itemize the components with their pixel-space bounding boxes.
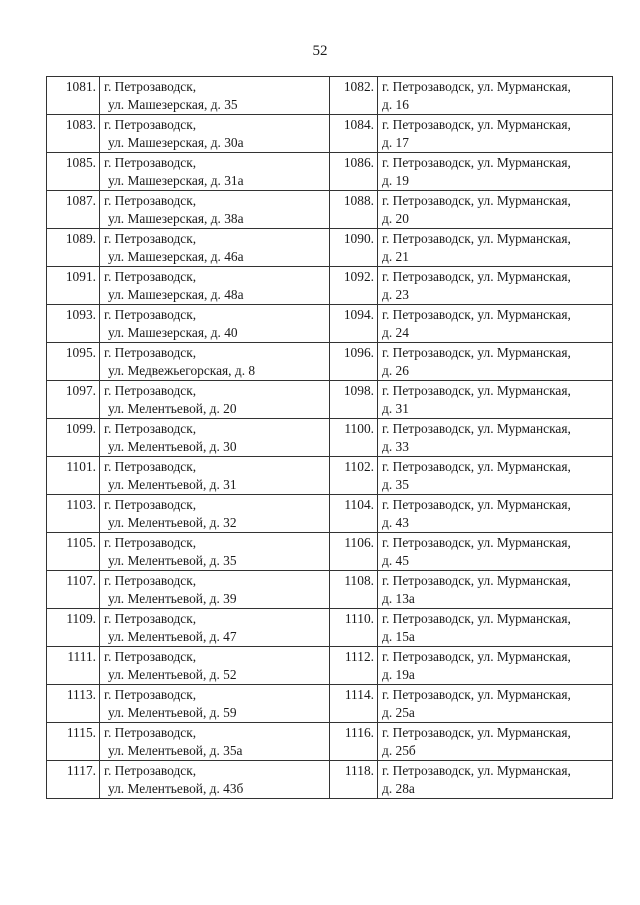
entry-address [100,191,330,229]
address-line-1: г. Петрозаводск, [104,573,197,588]
address-line-2: ул. Машезерская, д. 30а [108,134,244,150]
table-row [47,761,613,799]
entry-number: 1094. [330,305,378,343]
address-line-1: г. Петрозаводск, ул. Мурманская, [382,79,571,94]
entry-address [100,343,330,381]
entry-address [100,267,330,305]
entry-address [378,77,613,115]
entry-address [100,77,330,115]
entry-address [100,647,330,685]
entry-address [100,305,330,343]
address-line-1: г. Петрозаводск, [104,763,197,778]
address-line-2: д. 35 [382,476,409,492]
entry-number: 1116. [330,723,378,761]
address-line-1: г. Петрозаводск, [104,383,197,398]
address-line-2: д. 24 [382,324,409,340]
address-line-2: д. 13а [382,590,415,606]
address-line-1: г. Петрозаводск, ул. Мурманская, [382,725,571,740]
address-line-2: ул. Мелентьевой, д. 43б [108,780,244,796]
entry-address [378,533,613,571]
address-line-1: г. Петрозаводск, ул. Мурманская, [382,155,571,170]
address-line-1: г. Петрозаводск, ул. Мурманская, [382,687,571,702]
address-line-1: г. Петрозаводск, ул. Мурманская, [382,763,571,778]
table-row [47,191,613,229]
table-row [47,685,613,723]
table-row [47,495,613,533]
address-line-2: д. 19 [382,172,409,188]
address-line-1: г. Петрозаводск, ул. Мурманская, [382,421,571,436]
entry-address [378,343,613,381]
address-line-1: г. Петрозаводск, [104,459,197,474]
entry-number: 1093. [47,305,100,343]
address-line-1: г. Петрозаводск, [104,155,197,170]
address-line-1: г. Петрозаводск, ул. Мурманская, [382,611,571,626]
table-row [47,457,613,495]
entry-number: 1113. [47,685,100,723]
entry-address [100,609,330,647]
address-line-2: д. 33 [382,438,409,454]
address-line-2: ул. Машезерская, д. 46а [108,248,244,264]
address-line-2: д. 23 [382,286,409,302]
entry-address [378,495,613,533]
entry-number: 1089. [47,229,100,267]
address-line-1: г. Петрозаводск, ул. Мурманская, [382,345,571,360]
entry-number: 1095. [47,343,100,381]
entry-address [378,761,613,799]
table-row [47,609,613,647]
table-row [47,267,613,305]
entry-address [378,457,613,495]
address-line-2: д. 28а [382,780,415,796]
address-line-2: ул. Мелентьевой, д. 59 [108,704,237,720]
entry-address [100,229,330,267]
address-line-1: г. Петрозаводск, [104,345,197,360]
entry-number: 1105. [47,533,100,571]
address-line-2: ул. Мелентьевой, д. 35 [108,552,237,568]
entry-address [378,267,613,305]
entry-address [378,381,613,419]
table-row [47,343,613,381]
address-line-2: ул. Машезерская, д. 38а [108,210,244,226]
entry-number: 1115. [47,723,100,761]
entry-address [100,533,330,571]
table-row [47,381,613,419]
entry-address [378,647,613,685]
address-line-1: г. Петрозаводск, ул. Мурманская, [382,383,571,398]
entry-address [378,229,613,267]
address-line-1: г. Петрозаводск, ул. Мурманская, [382,269,571,284]
entry-number: 1110. [330,609,378,647]
address-line-2: д. 25а [382,704,415,720]
entry-address [378,191,613,229]
entry-address [100,457,330,495]
page-number: 52 [312,43,328,59]
entry-address [100,685,330,723]
address-line-1: г. Петрозаводск, [104,535,197,550]
address-line-2: д. 45 [382,552,409,568]
entry-address [100,723,330,761]
entry-number: 1085. [47,153,100,191]
entry-number: 1117. [47,761,100,799]
address-line-1: г. Петрозаводск, [104,649,197,664]
address-line-1: г. Петрозаводск, ул. Мурманская, [382,117,571,132]
table-row [47,419,613,457]
address-table-body [47,77,613,799]
entry-number: 1114. [330,685,378,723]
address-line-2: д. 21 [382,248,409,264]
entry-address [378,419,613,457]
entry-address [378,685,613,723]
table-row [47,115,613,153]
entry-number: 1087. [47,191,100,229]
address-line-1: г. Петрозаводск, [104,307,197,322]
entry-address [378,115,613,153]
entry-address [100,381,330,419]
address-line-1: г. Петрозаводск, ул. Мурманская, [382,535,571,550]
entry-address [378,153,613,191]
address-line-1: г. Петрозаводск, [104,611,197,626]
entry-number: 1104. [330,495,378,533]
address-line-2: д. 16 [382,96,409,112]
entry-number: 1109. [47,609,100,647]
address-line-2: ул. Машезерская, д. 40 [108,324,238,340]
address-line-2: ул. Машезерская, д. 48а [108,286,244,302]
address-line-2: ул. Мелентьевой, д. 52 [108,666,237,682]
address-line-1: г. Петрозаводск, ул. Мурманская, [382,231,571,246]
entry-number: 1092. [330,267,378,305]
address-line-2: ул. Мелентьевой, д. 35а [108,742,243,758]
address-line-2: ул. Мелентьевой, д. 20 [108,400,237,416]
entry-address [100,495,330,533]
table-row [47,229,613,267]
entry-number: 1086. [330,153,378,191]
entry-number: 1102. [330,457,378,495]
address-line-2: ул. Мелентьевой, д. 47 [108,628,237,644]
address-line-1: г. Петрозаводск, ул. Мурманская, [382,193,571,208]
address-line-2: ул. Мелентьевой, д. 39 [108,590,237,606]
address-line-2: ул. Машезерская, д. 35 [108,96,238,112]
address-line-1: г. Петрозаводск, [104,269,197,284]
address-line-1: г. Петрозаводск, ул. Мурманская, [382,649,571,664]
entry-number: 1101. [47,457,100,495]
address-line-2: ул. Машезерская, д. 31а [108,172,244,188]
address-line-2: д. 19а [382,666,415,682]
address-line-1: г. Петрозаводск, ул. Мурманская, [382,459,571,474]
entry-number: 1108. [330,571,378,609]
entry-number: 1111. [47,647,100,685]
address-line-2: д. 17 [382,134,409,150]
address-line-1: г. Петрозаводск, [104,231,197,246]
entry-number: 1088. [330,191,378,229]
address-line-2: ул. Медвежьегорская, д. 8 [108,362,256,378]
address-line-2: д. 31 [382,400,409,416]
entry-address [100,419,330,457]
entry-address [100,115,330,153]
entry-number: 1106. [330,533,378,571]
table-row [47,533,613,571]
entry-number: 1082. [330,77,378,115]
entry-number: 1091. [47,267,100,305]
address-table [46,76,613,799]
entry-number: 1096. [330,343,378,381]
address-line-1: г. Петрозаводск, [104,117,197,132]
address-line-1: г. Петрозаводск, [104,687,197,702]
address-line-2: д. 26 [382,362,409,378]
entry-address [378,723,613,761]
address-line-1: г. Петрозаводск, [104,497,197,512]
table-row [47,647,613,685]
entry-number: 1100. [330,419,378,457]
entry-number: 1083. [47,115,100,153]
table-row [47,77,613,115]
entry-number: 1118. [330,761,378,799]
address-line-1: г. Петрозаводск, ул. Мурманская, [382,497,571,512]
entry-number: 1090. [330,229,378,267]
address-line-1: г. Петрозаводск, [104,725,197,740]
entry-address [378,305,613,343]
address-line-1: г. Петрозаводск, [104,193,197,208]
address-line-2: д. 15а [382,628,415,644]
entry-address [100,761,330,799]
address-line-2: д. 20 [382,210,409,226]
address-line-2: ул. Мелентьевой, д. 31 [108,476,237,492]
address-line-2: д. 25б [382,742,416,758]
address-line-1: г. Петрозаводск, [104,79,197,94]
entry-number: 1103. [47,495,100,533]
entry-number: 1098. [330,381,378,419]
table-row [47,305,613,343]
entry-address [378,571,613,609]
table-row [47,153,613,191]
address-line-2: д. 43 [382,514,409,530]
address-line-1: г. Петрозаводск, [104,421,197,436]
address-line-2: ул. Мелентьевой, д. 30 [108,438,237,454]
address-line-2: ул. Мелентьевой, д. 32 [108,514,237,530]
entry-address [100,153,330,191]
address-line-1: г. Петрозаводск, ул. Мурманская, [382,307,571,322]
entry-number: 1112. [330,647,378,685]
entry-number: 1081. [47,77,100,115]
table-row [47,571,613,609]
address-line-1: г. Петрозаводск, ул. Мурманская, [382,573,571,588]
entry-number: 1097. [47,381,100,419]
entry-number: 1099. [47,419,100,457]
entry-number: 1107. [47,571,100,609]
entry-number: 1084. [330,115,378,153]
table-row [47,723,613,761]
entry-address [100,571,330,609]
entry-address [378,609,613,647]
